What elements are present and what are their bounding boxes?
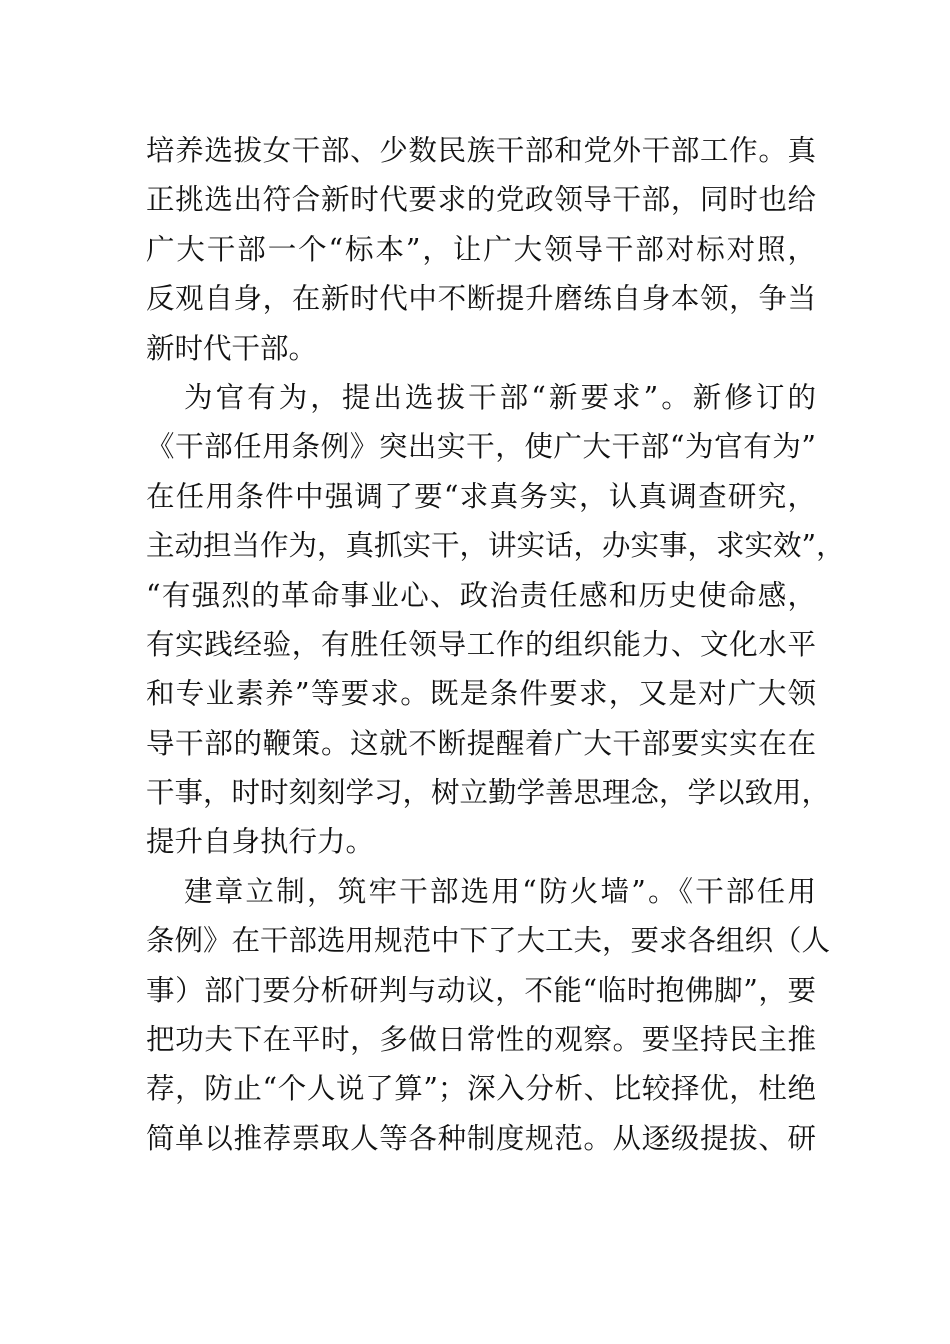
paragraph-2-line-3: 在任用条件中强调了要“求真务实，认真调查研究， [146,479,816,513]
paragraph-2-line-10: 提升自身执行力。 [146,825,375,859]
paragraph-2-line-5: “有强烈的革命事业心、政治责任感和历史使命感， [146,578,816,612]
paragraph-2-line-6: 有实践经验，有胜任领导工作的组织能力、文化水平 [146,627,816,661]
paragraph-1-line-3: 广大干部一个“标本”，让广大领导干部对标对照， [146,232,816,266]
paragraph-3-line-5: 荐，防止“个人说了算”；深入分析、比较择优，杜绝 [146,1072,816,1106]
paragraph-2-line-9: 干事，时时刻刻学习，树立勤学善思理念，学以致用， [146,776,831,810]
paragraph-2-line-4: 主动担当作为，真抓实干，讲实话，办实事，求实效”， [146,529,845,563]
paragraph-3-line-1: 建章立制，筑牢干部选用“防火墙”。《干部任用 [184,874,816,908]
paragraph-2-line-7: 和专业素养”等要求。既是条件要求，又是对广大领 [146,677,816,711]
paragraph-3-line-4: 把功夫下在平时，多做日常性的观察。要坚持民主推 [146,1023,816,1057]
paragraph-3-line-6: 简单以推荐票取人等各种制度规范。从逐级提拔、研 [146,1121,816,1155]
paragraph-1-line-4: 反观自身，在新时代中不断提升磨练自身本领，争当 [146,282,816,316]
paragraph-1-line-2: 正挑选出符合新时代要求的党政领导干部，同时也给 [146,183,816,217]
paragraph-2-line-2: 《干部任用条例》突出实干，使广大干部“为官有为” [146,430,816,464]
paragraph-3-line-2: 条例》在干部选用规范中下了大工夫，要求各组织（人 [146,924,831,958]
paragraph-1-line-5: 新时代干部。 [146,331,318,365]
paragraph-1-line-1: 培养选拔女干部、少数民族干部和党外干部工作。真 [146,134,816,167]
paragraph-2-line-8: 导干部的鞭策。这就不断提醒着广大干部要实实在在 [146,726,816,760]
paragraph-2-line-1: 为官有为，提出选拔干部“新要求”。新修订的 [184,380,816,414]
paragraph-3-line-3: 事）部门要分析研判与动议，不能“临时抱佛脚”，要 [146,973,816,1007]
body-text [146,126,845,1163]
